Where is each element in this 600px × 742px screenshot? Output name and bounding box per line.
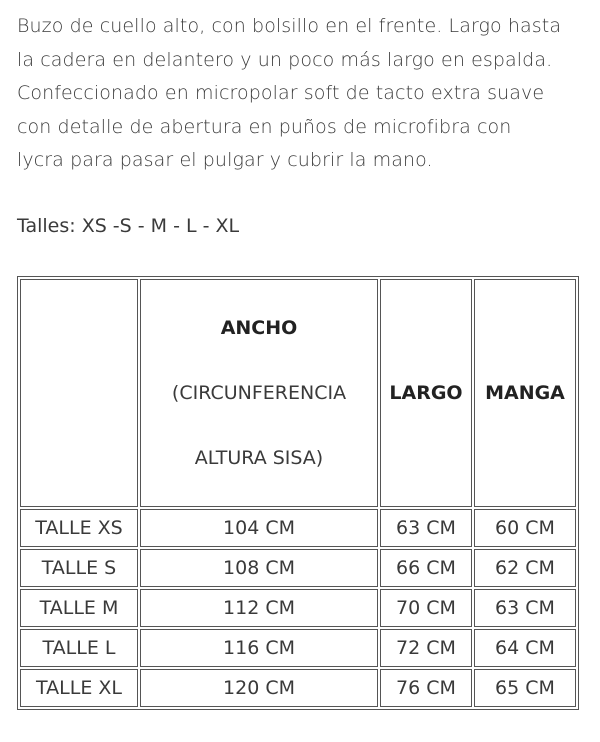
header-largo: LARGO [380, 279, 472, 507]
cell-largo: 76 CM [380, 669, 472, 707]
cell-talle: TALLE S [20, 549, 138, 587]
table-row [20, 669, 576, 707]
cell-talle: TALLE XL [20, 669, 138, 707]
header-ancho-title: ANCHO [220, 316, 298, 339]
description-line: Confeccionado en micropolar soft de tacto extra suave [17, 82, 545, 104]
cell-largo: 70 CM [380, 589, 472, 627]
header-ancho [140, 279, 378, 507]
description-line: lycra para pasar el pulgar y cubrir la mano. [17, 149, 433, 171]
header-empty-cell [20, 279, 138, 507]
cell-ancho: 116 CM [140, 629, 378, 667]
header-manga: MANGA [474, 279, 576, 507]
available-sizes: Talles: XS -S - M - L - XL [17, 215, 240, 237]
cell-talle: TALLE L [20, 629, 138, 667]
cell-manga: 62 CM [474, 549, 576, 587]
cell-manga: 60 CM [474, 509, 576, 547]
cell-manga: 65 CM [474, 669, 576, 707]
cell-ancho: 120 CM [140, 669, 378, 707]
header-ancho-subtitle-1: (CIRCUNFERENCIA [171, 381, 347, 404]
cell-ancho: 112 CM [140, 589, 378, 627]
table-row [20, 509, 576, 547]
description-line: con detalle de abertura en puños de microfibra con [17, 115, 512, 138]
cell-ancho: 104 CM [140, 509, 378, 547]
cell-manga: 64 CM [474, 629, 576, 667]
description-line: la cadera en delantero y un poco más largo en espalda. [17, 48, 553, 71]
product-description [17, 10, 587, 178]
cell-manga: 63 CM [474, 589, 576, 627]
description-line: Buzo de cuello alto, con bolsillo en el frente. Largo hasta [17, 15, 562, 37]
table-row [20, 549, 576, 587]
cell-largo: 66 CM [380, 549, 472, 587]
header-ancho-subtitle-2: ALTURA SISA) [194, 446, 324, 469]
cell-talle: TALLE XS [20, 509, 138, 547]
cell-ancho: 108 CM [140, 549, 378, 587]
table-row [20, 629, 576, 667]
cell-largo: 72 CM [380, 629, 472, 667]
table-row [20, 589, 576, 627]
size-chart-table [17, 276, 579, 710]
cell-talle: TALLE M [20, 589, 138, 627]
cell-largo: 63 CM [380, 509, 472, 547]
table-header-row [20, 279, 576, 507]
